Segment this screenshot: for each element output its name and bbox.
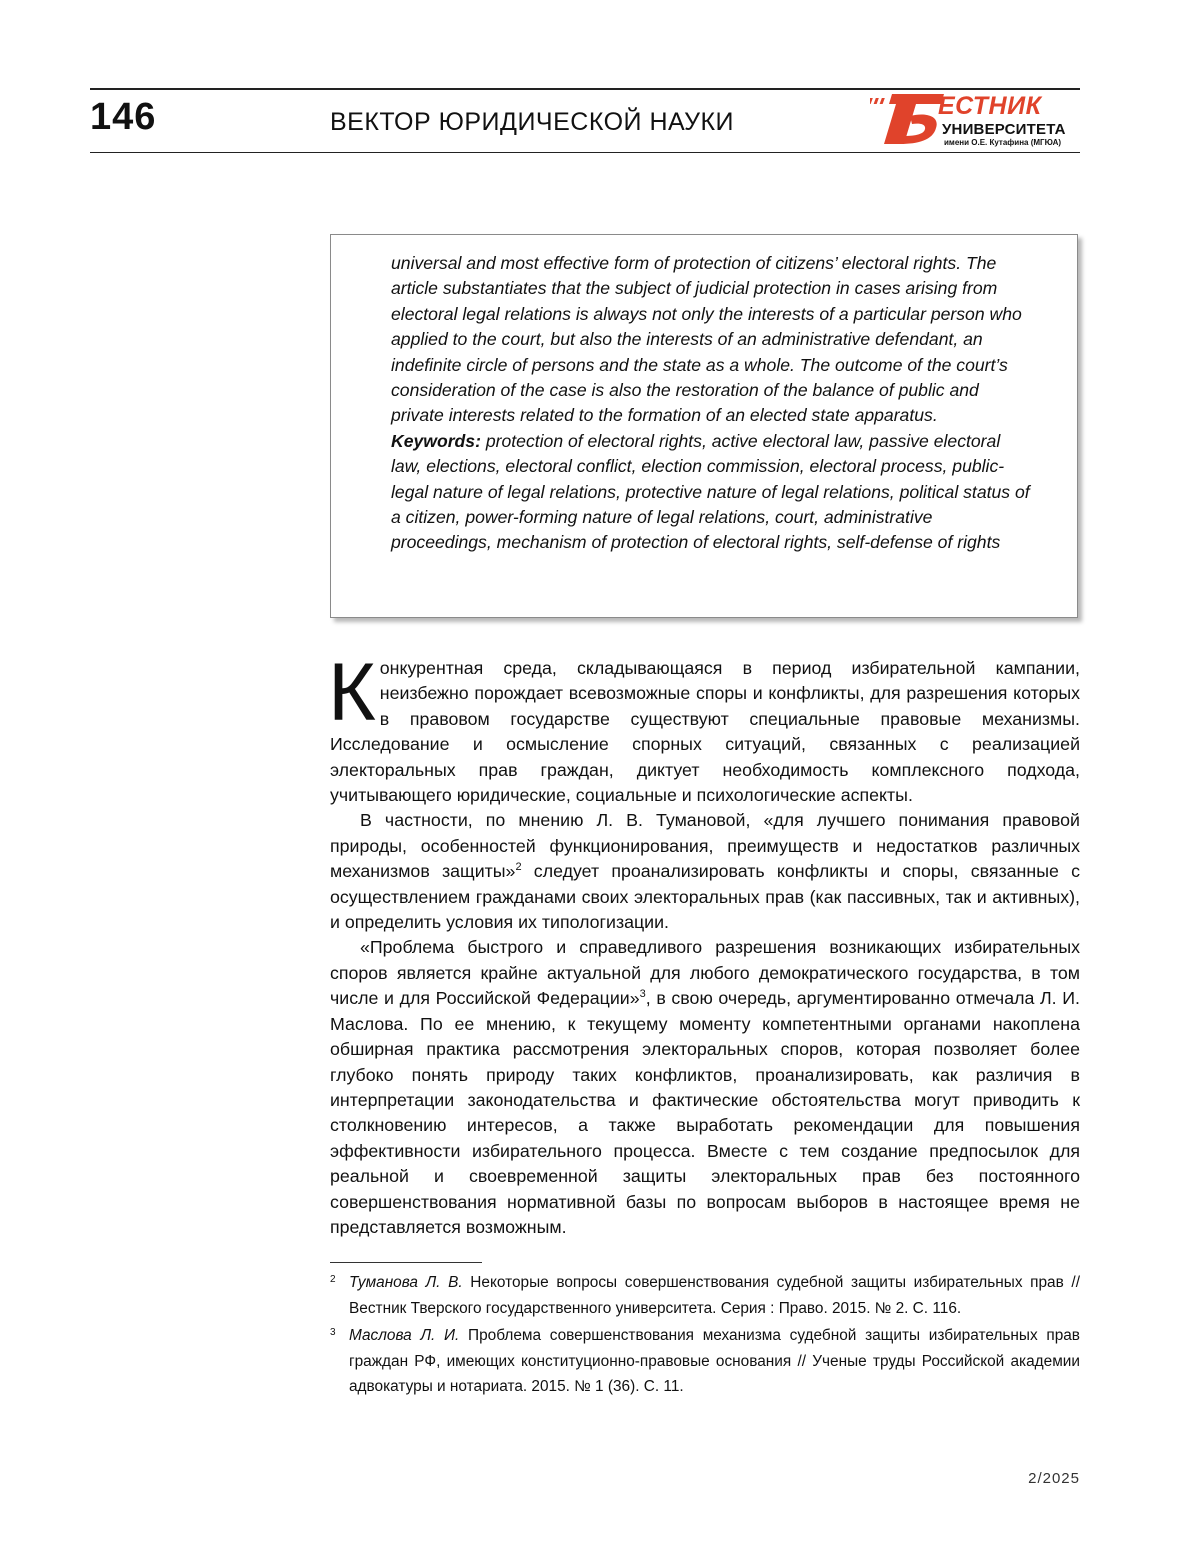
section-title: ВЕКТОР ЮРИДИЧЕСКОЙ НАУКИ: [330, 108, 734, 137]
footnote-author: Туманова Л. В.: [349, 1274, 463, 1291]
page-header: [90, 88, 1080, 153]
footnote-text: Проблема совершенствования механизма судебной защиты избирательных прав граждан РФ, имеющих конституционно-правовые основания // Ученые труды Российской академии адвокатуры и нотариата. 2015. № 1 (36). С. 11.: [349, 1327, 1080, 1395]
footnote-divider: [330, 1262, 482, 1263]
logo-small-text: имени О.Е. Кутафина (МГЮА): [944, 138, 1061, 147]
footnotes: [330, 1270, 1080, 1402]
footnote-number: 3: [330, 1320, 336, 1346]
logo-word: ЕСТНИК: [938, 92, 1041, 121]
keywords-label: Keywords:: [391, 431, 481, 451]
footnote-2: [330, 1270, 1080, 1321]
footnote-3: [330, 1323, 1080, 1400]
abstract-paragraph: universal and most effective form of protection of citizens’ electoral rights. The article substantiates that the subject of judicial protection in cases arising from electoral legal relations is always not only the interests of a particular person who applied to the court, but also the interests of an administrative defendant, an indefinite circle of persons and the state as a whole. The outcome of the court’s consideration of the case is also the restoration of the balance of public and private interests related to the formation of an elected state apparatus.: [391, 251, 1031, 429]
keywords-paragraph: [391, 429, 1031, 556]
issue-number: 2/2025: [1028, 1470, 1080, 1487]
footnote-number: 2: [330, 1267, 336, 1293]
abstract-text-block: [391, 251, 1031, 556]
article-body: [330, 656, 1080, 1240]
keywords-list: protection of electoral rights, active electoral law, passive electoral law, elections, electoral conflict, election commission, electoral process, public-legal nature of legal relations, protective nature of legal relations, political status of a citizen, power-forming nature of legal relations, court, administrative proceedings, mechanism of protection of electoral rights, self-defense of rights: [391, 431, 1030, 553]
body-paragraph-3-part-a: «Проблема быстрого и справедливого разрешения возникающих избирательных споров является крайне актуальной для любого демократического государства, в том числе и для Российской Федерации»: [330, 937, 1080, 1008]
abstract-box: [330, 234, 1078, 618]
footnote-ref-2[interactable]: 2: [515, 861, 521, 873]
body-paragraph-3-part-b: , в свою очередь, аргументированно отмечала Л. И. Маслова. По ее мнению, к текущему моменту компетентными органами накоплена обширная практика рассмотрения электоральных споров, которая позволяет более глубоко понять природу таких конфликтов, проанализировать, как различия в интерпретации законодательства и фактические обстоятельства могут приводить к столкновению интересов, а также выработать рекомендации для повышения эффективности избирательного процесса. Вместе с тем создание предпосылок для реальной и своевременной защиты электоральных прав без постоянного совершенствования нормативной базы по вопросам выборов в настоящее время не представляется возможным.: [330, 988, 1080, 1237]
footnote-author: Маслова Л. И.: [349, 1327, 459, 1344]
body-paragraph-1-text: онкурентная среда, складывающаяся в период избирательной кампании, неизбежно порождает всевозможные споры и конфликты, для разрешения которых в правовом государстве существуют специальные правовые механизмы. Исследование и осмысление спорных ситуаций, связанных с реализацией электоральных прав граждан, диктует необходимость комплексного подхода, учитывающего юридические, социальные и психологические аспекты.: [330, 658, 1080, 805]
body-paragraph-2: [330, 808, 1080, 935]
body-paragraph-2-part-b: следует проанализировать конфликты и споры, связанные с осуществлением гражданами своих электоральных прав (как пассивных, так и активных), и определить условия их типологизации.: [330, 861, 1080, 932]
journal-logo: [870, 92, 1080, 148]
body-paragraph-2-part-a: В частности, по мнению Л. В. Тумановой, «для лучшего понимания правовой природы, особенностей функционирования, преимуществ и недостатков различных механизмов защиты»: [330, 810, 1080, 881]
drop-cap: К: [328, 660, 376, 732]
footnote-ref-3[interactable]: 3: [640, 988, 646, 1000]
body-paragraph-1: [330, 656, 1080, 808]
footnote-text: Некоторые вопросы совершенствования судебной защиты избирательных прав // Вестник Тверского государственного университета. Серия : Право. 2015. № 2. С. 116.: [349, 1274, 1080, 1317]
body-paragraph-3: [330, 935, 1080, 1240]
page-number: 146: [90, 96, 156, 139]
logo-subtitle: УНИВЕРСИТЕТА: [942, 121, 1066, 138]
